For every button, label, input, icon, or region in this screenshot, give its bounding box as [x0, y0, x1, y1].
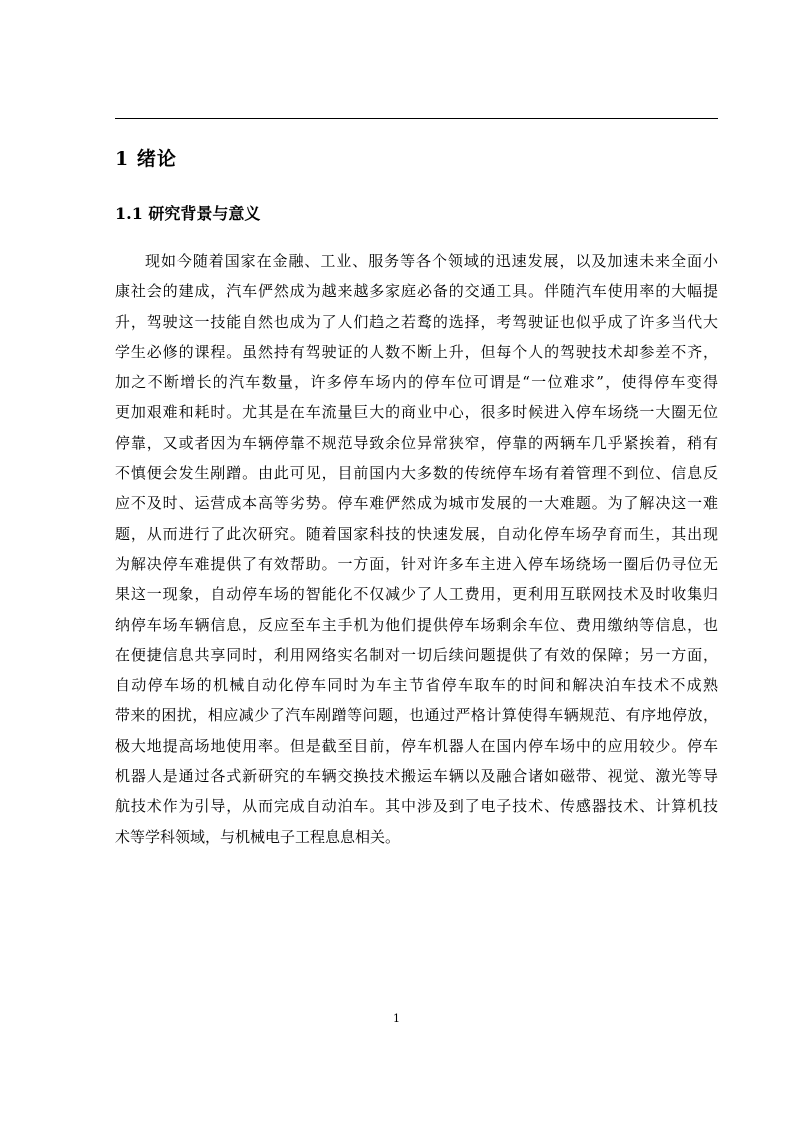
paragraph-line: 停靠，又或者因为车辆停靠不规范导致余位异常狭窄，停靠的两辆车几乎紧挨着，稍有 — [115, 433, 718, 452]
paragraph-line: 应不及时、运营成本高等劣势。停车难俨然成为城市发展的一大难题。为了解决这一难 — [115, 494, 718, 513]
paragraph-line: 不慎便会发生剐蹭。由此可见，目前国内大多数的传统停车场有着管理不到位、信息反 — [115, 464, 718, 483]
paragraph-line: 加之不断增长的汽车数量，许多停车场内的停车位可谓是“一位难求”，使得停车变得 — [115, 373, 718, 392]
paragraph-line: 纳停车场车辆信息，反应至车主手机为他们提供停车场剩余车位、费用缴纳等信息，也 — [115, 615, 718, 634]
paragraph-line: 现如今随着国家在金融、工业、服务等各个领域的迅速发展，以及加速未来全面小 — [145, 252, 718, 270]
paragraph-line: 自动停车场的机械自动化停车同时为车主节省停车取车的时间和解决泊车技术不成熟 — [115, 676, 718, 695]
paragraph-line: 更加艰难和耗时。尤其是在车流量巨大的商业中心，很多时候进入停车场绕一大圈无位 — [115, 403, 718, 422]
paragraph-line: 带来的困扰，相应减少了汽车剐蹭等问题，也通过严格计算使得车辆规范、有序地停放， — [115, 706, 718, 725]
paragraph-line: 题，从而进行了此次研究。随着国家科技的快速发展，自动化停车场孕育而生，其出现 — [115, 524, 718, 543]
paragraph-line: 升，驾驶这一技能自然也成为了人们趋之若鹜的选择，考驾驶证也似乎成了许多当代大 — [115, 312, 718, 331]
paragraph-line: 术等学科领域，与机械电子工程息息相关。 — [115, 827, 401, 846]
header-rule — [115, 118, 718, 119]
paragraph-line: 极大地提高场地使用率。但是截至目前，停车机器人在国内停车场中的应用较少。停车 — [115, 736, 718, 755]
chapter-title: 1 绪论 — [115, 148, 177, 170]
paragraph-line: 机器人是通过各式新研究的车辆交换技术搬运车辆以及融合诸如磁带、视觉、激光等导 — [115, 767, 718, 786]
page-number: 1 — [393, 1012, 400, 1025]
paragraph-line: 在便捷信息共享同时，利用网络实名制对一切后续问题提供了有效的保障；另一方面， — [115, 645, 718, 664]
body-paragraph — [115, 246, 718, 852]
section-title: 1.1 研究背景与意义 — [115, 204, 261, 223]
paragraph-line: 果这一现象，自动停车场的智能化不仅减少了人工费用，更利用互联网技术及时收集归 — [115, 585, 718, 604]
paragraph-line: 航技术作为引导，从而完成自动泊车。其中涉及到了电子技术、传感器技术、计算机技 — [115, 797, 718, 816]
paragraph-line: 为解决停车难提供了有效帮助。一方面，针对许多车主进入停车场绕场一圈后仍寻位无 — [115, 554, 718, 573]
paragraph-line: 康社会的建成，汽车俨然成为越来越多家庭必备的交通工具。伴随汽车使用率的大幅提 — [115, 282, 718, 301]
paragraph-line: 学生必修的课程。虽然持有驾驶证的人数不断上升，但每个人的驾驶技术却参差不齐， — [115, 342, 718, 361]
